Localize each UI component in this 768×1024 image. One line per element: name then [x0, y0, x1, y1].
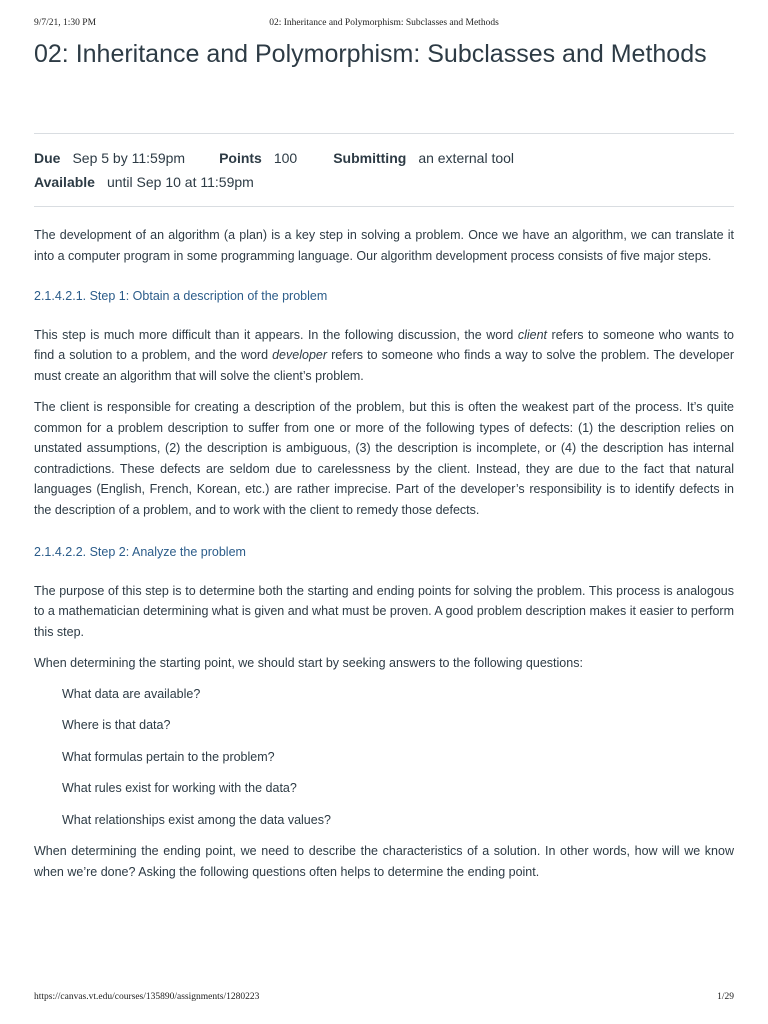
assignment-details [34, 134, 734, 206]
print-doc-title: 02: Inheritance and Polymorphism: Subclasses and Methods [269, 18, 499, 28]
submitting-label: Submitting [333, 150, 407, 166]
questions-list [34, 684, 734, 831]
term-developer: developer [272, 348, 328, 362]
step1-p1-text-b: refers to someone who wants to find a solution to a problem, and the word [34, 327, 734, 362]
available-label: Available [34, 174, 95, 190]
step1-p1-text-a: This step is much more difficult than it appears. In the following discussion, the word [34, 327, 518, 342]
print-date: 9/7/21, 1:30 PM [34, 18, 97, 28]
intro-paragraph: The development of an algorithm (a plan) is a key step in solving a problem. Once we have an algorithm, we can translate it into a computer program in some programming language. Our algorithm development process consists of five major steps. [34, 228, 734, 263]
list-item: What relationships exist among the data values? [62, 812, 331, 827]
points-value: 100 [273, 150, 298, 166]
step2-heading: 2.1.4.2.2. Step 2: Analyze the problem [34, 545, 246, 559]
step2-paragraph-2: When determining the starting point, we should start by seeking answers to the following questions: [34, 656, 583, 670]
submitting-value: an external tool [418, 150, 515, 166]
list-item: What rules exist for working with the data? [62, 781, 297, 795]
assignment-content [34, 38, 734, 882]
details-row-2 [34, 170, 734, 194]
list-item: What formulas pertain to the problem? [62, 749, 275, 764]
step1-paragraph-1 [34, 325, 734, 387]
list-item: Where is that data? [62, 718, 171, 732]
print-url: https://canvas.vt.edu/courses/135890/assignments/1280223 [34, 992, 260, 1002]
step1-heading: 2.1.4.2.1. Step 1: Obtain a description of the problem [34, 289, 328, 303]
step2-paragraph-1: The purpose of this step is to determine both the starting and ending points for solving the problem. This process is analogous to a mathematician determining what is given and what must be proven. A good problem description makes it easier to perform this step. [34, 583, 734, 639]
step2-paragraph-3: When determining the ending point, we need to describe the characteristics of a solution. In other words, how will we know when we’re done? Asking the following questions often helps to determine the ending point. [34, 844, 734, 879]
details-row-1 [34, 146, 734, 170]
assignment-description [34, 225, 734, 882]
list-item: What data are available? [62, 686, 201, 701]
page-title: 02: Inheritance and Polymorphism: Subclasses and Methods [34, 40, 707, 68]
due-value: Sep 5 by 11:59pm [72, 150, 186, 166]
due-label: Due [34, 150, 61, 166]
term-client: client [517, 327, 548, 342]
points-label: Points [219, 150, 262, 166]
step1-paragraph-2: The client is responsible for creating a description of the problem, but this is often the weakest part of the process. It’s quite common for a problem description to suffer from one or more of the following types of defects: (1) the description relies on unstated assumptions, (2) the description is ambiguous, (3) the description is incomplete, or (4) the description has internal contradictions. These defects are seldom due to carelessness by the client. Instead, they are due to the fact that natural languages (English, French, Korean, etc.) are rather imprecise. Part of the developer’s responsibility is to identify defects in the description of a problem, and to work with the client to remedy those defects. [34, 400, 734, 517]
divider-bottom [34, 206, 734, 207]
page-number: 1/29 [717, 992, 734, 1002]
available-value: until Sep 10 at 11:59pm [106, 174, 254, 190]
print-header [34, 18, 734, 32]
print-footer [34, 992, 734, 1006]
step1-p1-text-c: refers to someone who finds a way to solve the problem. The developer must create an algorithm that will solve the client’s problem. [34, 348, 734, 383]
